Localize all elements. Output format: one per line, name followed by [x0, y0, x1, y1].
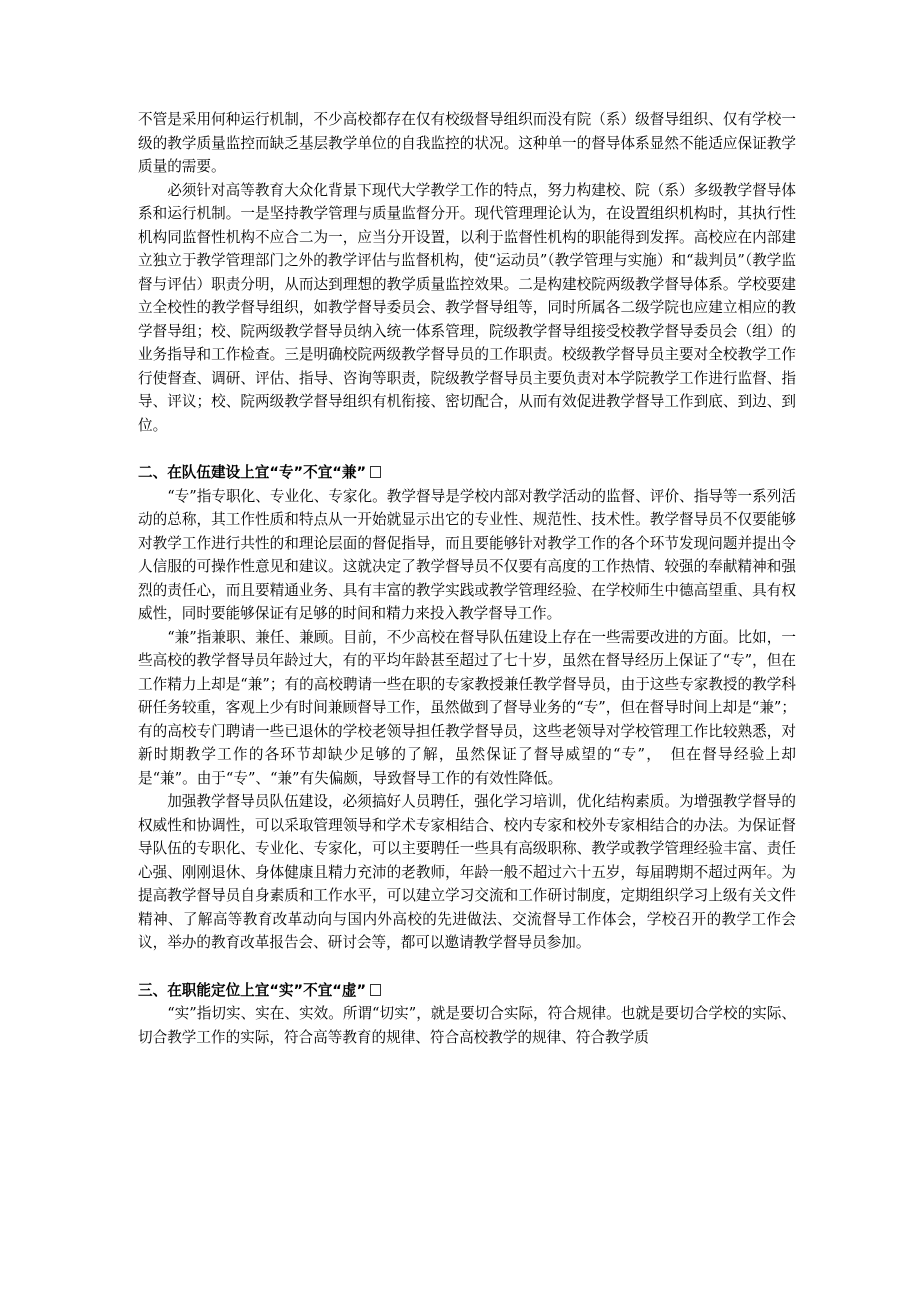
section-gap [138, 437, 796, 461]
placeholder-box-icon [370, 466, 381, 478]
section-2-heading-text: 二、在队伍建设上宜“专”不宜“兼” [138, 464, 367, 481]
section-2-heading [138, 461, 796, 485]
section-2-paragraph-1: “专”指专职化、专业化、专家化。教学督导是学校内部对教学活动的监督、评价、指导等一系列活动的总称，其工作性质和特点从一开始就显示出它的专业性、规范性、技术性。教学督导员不仅要能够对教学工作进行共性的和理论层面的督促指导，而且要能够针对教学工作的各个环节发现问题并提出令人信服的可操作性意见和建议。这就决定了教学督导员不仅要有高度的工作热情、较强的奉献精神和强烈的责任心，而且要精通业务、具有丰富的教学实践或教学管理经验、在学校师生中德高望重、具有权威性，同时要能够保证有足够的时间和精力来投入教学督导工作。 [138, 487, 796, 622]
section-3-heading [138, 979, 796, 1003]
section-3-paragraph-1: “实”指切实、实在、实效。所谓“切实”，就是要切合实际，符合规律。也就是要切合学校的实际、切合教学工作的实际，符合高等教育的规律、符合高校教学的规律、符合教学质 [138, 1005, 796, 1046]
document-page [138, 108, 796, 1049]
section-gap [138, 955, 796, 979]
section-2-paragraph-2: “兼”指兼职、兼任、兼顾。目前，不少高校在督导队伍建设上存在一些需要改进的方面。比如，一些高校的教学督导员年龄过大，有的平均年龄甚至超过了七十岁，虽然在督导经历上保证了“专”，但在工作精力上却是“兼”；有的高校聘请一些在职的专家教授兼任教学督导员，由于这些专家教授的教学科研任务较重，客观上少有时间兼顾督导工作，虽然做到了督导业务的“专”，但在督导时间上却是“兼”；有的高校专门聘请一些已退休的学校老领导担任教学督导员，这些老领导对学校管理工作比较熟悉，对新时期教学工作的各环节却缺少足够的了解，虽然保证了督导威望的“专”， 但在督导经验上却是“兼”。由于“专”、“兼”有失偏颇，导致督导工作的有效性降低。 [138, 628, 796, 787]
intro-paragraph-2: 必须针对高等教育大众化背景下现代大学教学工作的特点，努力构建校、院（系）多级教学督导体系和运行机制。一是坚持教学管理与质量监督分开。现代管理理论认为，在设置组织机构时，其执行性机构同监督性机构不应合二为一，应当分开设置，以利于监督性机构的职能得到发挥。高校应在内部建立独立于教学管理部门之外的教学评估与监督机构，使“运动员”（教学管理与实施）和“裁判员”（教学监督与评估）职责分明，从而达到理想的教学质量监控效果。二是构建校院两级教学督导体系。学校要建立全校性的教学督导组织，如教学督导委员会、教学督导组等，同时所属各二级学院也应建立相应的教学督导组；校、院两级教学督导员纳入统一体系管理，院级教学督导组接受校教学督导委员会（组）的业务指导和工作检查。三是明确校院两级教学督导员的工作职责。校级教学督导员主要对全校教学工作行使督查、调研、评估、指导、咨询等职责，院级教学督导员主要负责对本学院教学工作进行监督、指导、评议；校、院两级教学督导组织有机衔接、密切配合，从而有效促进教学督导工作到底、到边、到位。 [138, 181, 796, 434]
section-3-heading-text: 三、在职能定位上宜“实”不宜“虚” [138, 981, 367, 999]
intro-paragraph-1: 不管是采用何种运行机制，不少高校都存在仅有校级督导组织而没有院（系）级督导组织、仅有学校一级的教学质量监控而缺乏基层教学单位的自我监控的状况。这种单一的督导体系显然不能适应保证教学质量的需要。 [138, 111, 796, 175]
placeholder-box-icon [370, 984, 381, 996]
section-2-paragraph-3: 加强教学督导员队伍建设，必须搞好人员聘任，强化学习培训，优化结构素质。为增强教学督导的权威性和协调性，可以采取管理领导和学术专家相结合、校内专家和校外专家相结合的办法。为保证督导队伍的专职化、专业化、专家化，可以主要聘任一些具有高级职称、教学或教学管理经验丰富、责任心强、刚刚退休、身体健康且精力充沛的老教师，年龄一般不超过六十五岁，每届聘期不超过两年。为提高教学督导员自身素质和工作水平，可以建立学习交流和工作研讨制度，定期组织学习上级有关文件精神、了解高等教育改革动向与国内外高校的先进做法、交流督导工作体会，学校召开的教学工作会议，举办的教育改革报告会、研讨会等，都可以邀请教学督导员参加。 [138, 793, 796, 951]
